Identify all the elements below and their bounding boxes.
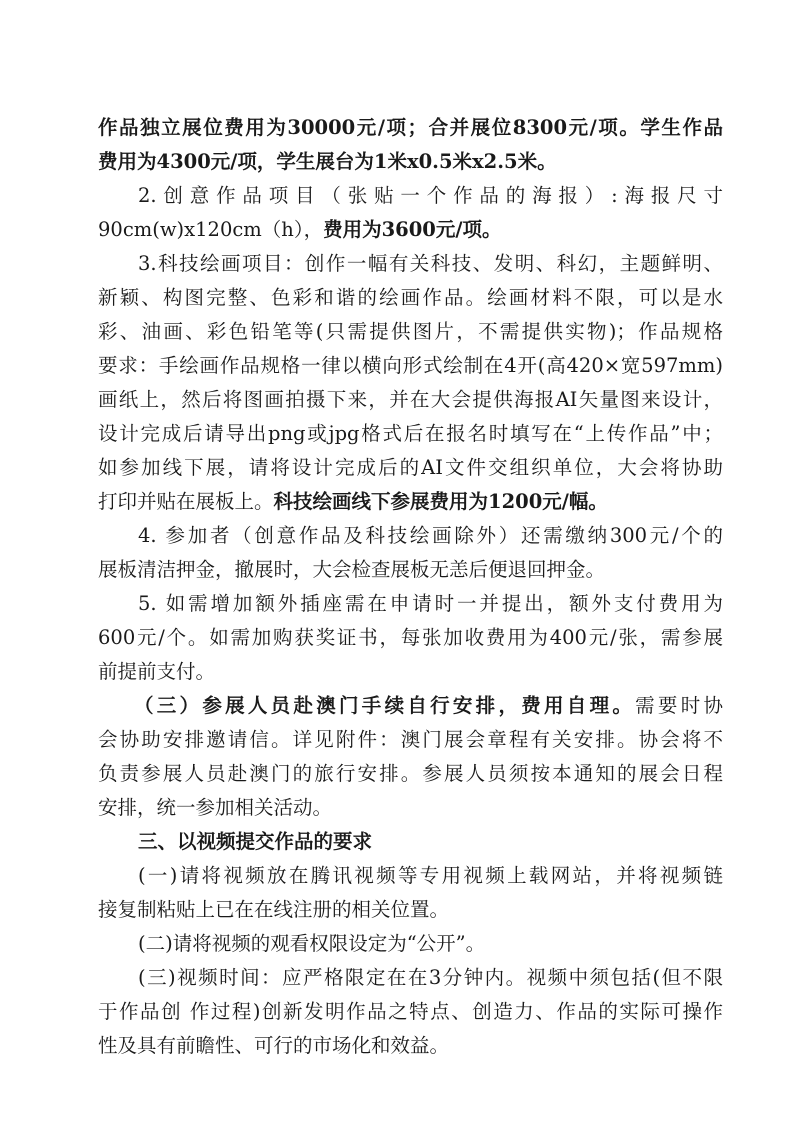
text-line	[98, 723, 723, 757]
bold-text: 费用为4300元/项，学生展台为1米x0.5米x2.5米。	[98, 150, 557, 173]
text-line	[138, 179, 723, 213]
text-line	[138, 247, 723, 281]
paragraph-text: 需要时协	[635, 694, 723, 717]
paragraph-text: 如参加线下展，请将设计完成后的AI文件交组织单位，大会将协助	[98, 456, 723, 479]
paragraph-text: 90cm(w)x120cm（h），	[98, 218, 324, 241]
bold-text: 作品独立展位费用为30000元/项；合并展位8300元/项。学生作品	[98, 116, 723, 139]
paragraph-text: 接复制粘贴上已在在线注册的相关位置。	[98, 898, 450, 921]
paragraph-text: 要求：手绘画作品规格一律以横向形式绘制在4开(高420×宽597mm)	[98, 354, 723, 377]
paragraph-text: (一)请将视频放在腾讯视频等专用视频上载网站，并将视频链	[138, 864, 723, 887]
paragraph-text: 画纸上，然后将图画拍摄下来，并在大会提供海报AI矢量图来设计，	[98, 388, 723, 411]
text-line	[98, 111, 723, 145]
text-line	[98, 349, 723, 383]
paragraph-text: 2.创意作品项目（张贴一个作品的海报）:海报尺寸	[138, 184, 723, 207]
paragraph-text: 会协助安排邀请信。详见附件：澳门展会章程有关安排。协会将不	[98, 728, 723, 751]
paragraph-text: 前提前支付。	[98, 660, 216, 683]
paragraph-text: 于作品创 作过程)创新发明作品之特点、创造力、作品的实际可操作	[98, 1000, 723, 1023]
text-line	[138, 859, 723, 893]
section-heading: （三）参展人员赴澳门手续自行安排，费用自理。	[134, 694, 636, 717]
text-line	[98, 281, 723, 315]
text-line	[98, 791, 723, 825]
text-line	[98, 553, 723, 587]
text-line	[98, 893, 723, 927]
paragraph-text: 彩、油画、彩色铅笔等(只需提供图片，不需提供实物)；作品规格	[98, 320, 723, 343]
text-line	[98, 383, 723, 417]
text-line	[138, 927, 723, 961]
paragraph-text: 设计完成后请导出png或jpg格式后在报名时填写在“上传作品”中；	[98, 422, 723, 445]
text-line	[98, 1029, 723, 1063]
paragraph-text: 5. 如需增加额外插座需在申请时一并提出，额外支付费用为	[138, 592, 723, 615]
text-line	[98, 757, 723, 791]
bold-text: 费用为3600元/项。	[323, 218, 502, 241]
text-line	[98, 451, 723, 485]
text-line	[98, 655, 723, 689]
text-line	[138, 519, 723, 553]
text-line	[138, 587, 723, 621]
text-line	[98, 417, 723, 451]
paragraph-text: 性及具有前瞻性、可行的市场化和效益。	[98, 1034, 450, 1057]
paragraph-text: 新颖、构图完整、色彩和谐的绘画作品。绘画材料不限，可以是水	[98, 286, 723, 309]
paragraph-text: 展板清洁押金，撤展时，大会检查展板无恙后便退回押金。	[98, 558, 606, 581]
paragraph-text: 3.科技绘画项目：创作一幅有关科技、发明、科幻，主题鲜明、	[138, 252, 723, 275]
paragraph-text: (二)请将视频的观看权限设定为“公开”。	[138, 932, 486, 955]
paragraph-text: 安排，统一参加相关活动。	[98, 796, 333, 819]
paragraph-text: 4. 参加者（创意作品及科技绘画除外）还需缴纳300元/个的	[138, 524, 723, 547]
text-line	[98, 213, 723, 247]
paragraph-text: 负责参展人员赴澳门的旅行安排。参展人员须按本通知的展会日程	[98, 762, 723, 785]
text-line	[138, 961, 723, 995]
text-line	[134, 689, 723, 723]
text-line	[98, 995, 723, 1029]
paragraph-text: (三)视频时间：应严格限定在在3分钟内。视频中须包括(但不限	[138, 966, 723, 989]
text-line	[98, 485, 723, 519]
text-line	[98, 145, 723, 179]
paragraph-text: 打印并贴在展板上。	[98, 490, 274, 513]
text-line	[138, 825, 723, 859]
paragraph-text: 600元/个。如需加购获奖证书，每张加收费用为400元/张，需参展	[98, 626, 723, 649]
text-line	[98, 315, 723, 349]
text-line	[98, 621, 723, 655]
section-heading: 三、以视频提交作品的要求	[138, 830, 373, 853]
bold-text: 科技绘画线下参展费用为1200元/幅。	[273, 490, 608, 513]
